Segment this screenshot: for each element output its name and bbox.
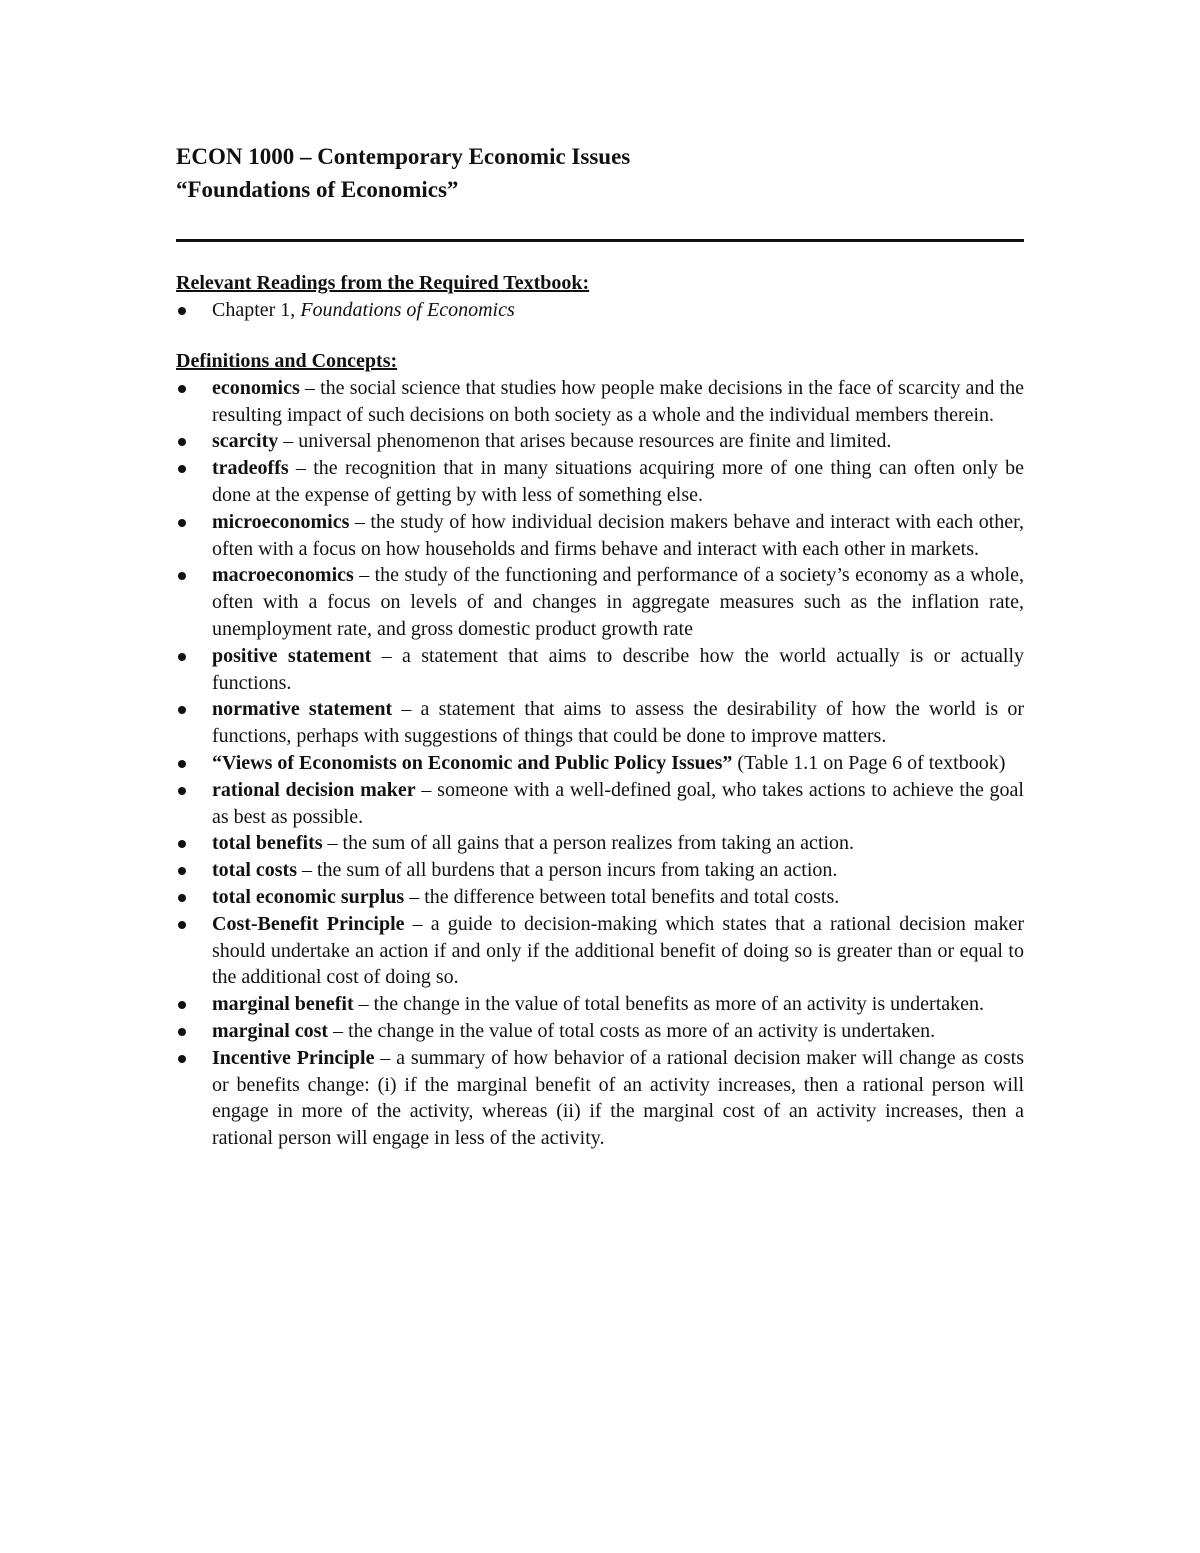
definitions-list <box>176 375 1024 1152</box>
definition-item <box>176 991 1024 1018</box>
course-title: ECON 1000 – Contemporary Economic Issues <box>176 144 631 169</box>
definition-term: macroeconomics <box>212 564 354 587</box>
definition-term: economics <box>212 376 300 399</box>
reading-prefix: Chapter 1, <box>212 299 301 321</box>
definition-term: normative statement <box>212 698 393 721</box>
definition-text: – the sum of all burdens that a person incurs from taking an action. <box>296 859 838 882</box>
bullet-icon <box>178 1055 186 1063</box>
bullet-icon <box>178 1028 186 1036</box>
definition-text: – the study of the functioning and performance of a society’s economy as a whole, often with a focus on levels of and changes in aggregate measures such as the inflation rate, unemployment rate, and gross domestic product growth rate <box>212 564 1024 640</box>
definition-item <box>176 455 1024 509</box>
bullet-icon <box>178 787 186 795</box>
definition-term: Incentive Principle <box>212 1046 375 1069</box>
definition-term: Cost-Benefit Principle <box>212 912 405 935</box>
definition-item <box>176 1018 1024 1045</box>
definition-text: – the social science that studies how people make decisions in the face of scarcity and the resulting impact of such decisions on both society as a whole and the individual members therein. <box>212 376 1024 426</box>
definition-item <box>176 857 1024 884</box>
readings-list <box>176 297 1024 324</box>
definition-text: – a statement that aims to assess the desirability of how the world is or functions, perhaps with suggestions of things that could be done to improve matters. <box>212 698 1024 748</box>
document-page <box>176 140 1024 1152</box>
bullet-icon <box>178 385 186 393</box>
horizontal-rule <box>176 239 1024 242</box>
bullet-icon <box>178 438 186 446</box>
bullet-icon <box>178 921 186 929</box>
topic-title: “Foundations of Economics” <box>176 177 459 202</box>
definition-term: tradeoffs <box>212 457 289 480</box>
definition-text: – the sum of all gains that a person realizes from taking an action. <box>322 832 855 855</box>
definition-item <box>176 643 1024 697</box>
definition-term: positive statement <box>212 644 372 667</box>
definition-text: – the recognition that in many situations acquiring more of one thing can often only be done at the expense of getting by with less of something else. <box>212 457 1024 506</box>
definition-text: (Table 1.1 on Page 6 of textbook) <box>732 751 1006 774</box>
reading-item <box>176 297 1024 324</box>
bullet-icon <box>178 653 186 661</box>
definition-term: “Views of Economists on Economic and Public Policy Issues” <box>212 751 733 774</box>
bullet-icon <box>178 867 186 875</box>
definition-item <box>176 911 1024 991</box>
definition-item <box>176 830 1024 857</box>
bullet-icon <box>178 1001 186 1009</box>
definition-text: – the difference between total benefits and total costs. <box>404 885 840 908</box>
definition-term: microeconomics <box>212 510 350 533</box>
definition-term: rational decision maker <box>212 778 416 801</box>
definition-item <box>176 777 1024 831</box>
definitions-heading: Definitions and Concepts: <box>176 349 398 372</box>
bullet-icon <box>178 572 186 580</box>
bullet-icon <box>178 840 186 848</box>
definition-item <box>176 375 1024 429</box>
definition-text: – the change in the value of total benefits as more of an activity is undertaken. <box>353 993 984 1016</box>
definition-term: total benefits <box>212 832 323 855</box>
definition-text: – the study of how individual decision makers behave and interact with each other, often with a focus on how households and firms behave and interact with each other in markets. <box>212 510 1024 560</box>
definition-term: scarcity <box>212 430 279 453</box>
definition-item <box>176 562 1024 642</box>
bullet-icon <box>178 706 186 714</box>
definition-item <box>176 696 1024 750</box>
reading-book-title: Foundations of Economics <box>300 299 515 321</box>
definition-text: – the change in the value of total costs as more of an activity is undertaken. <box>328 1019 936 1042</box>
definition-item <box>176 884 1024 911</box>
definition-term: total costs <box>212 859 297 882</box>
definition-item <box>176 750 1024 777</box>
definitions-section <box>176 348 1024 1152</box>
bullet-icon <box>178 307 186 315</box>
readings-section <box>176 270 1024 324</box>
bullet-icon <box>178 894 186 902</box>
definition-term: marginal benefit <box>212 993 354 1016</box>
definition-item <box>176 428 1024 455</box>
readings-heading: Relevant Readings from the Required Textbook: <box>176 272 590 294</box>
definition-item <box>176 509 1024 563</box>
definition-text: – someone with a well-defined goal, who takes actions to achieve the goal as best as possible. <box>212 778 1024 828</box>
definition-text: – universal phenomenon that arises because resources are finite and limited. <box>278 430 892 453</box>
bullet-icon <box>178 465 186 473</box>
definition-text: – a statement that aims to describe how the world actually is or actually functions. <box>212 644 1025 694</box>
definition-item <box>176 1045 1024 1152</box>
definition-term: marginal cost <box>212 1019 329 1042</box>
definition-term: total economic surplus <box>212 885 405 908</box>
bullet-icon <box>178 519 186 527</box>
definition-text: – a guide to decision-making which states that a rational decision maker should undertake an action if and only if the additional benefit of doing so is greater than or equal to the additional cost of doing so. <box>212 912 1024 989</box>
bullet-icon <box>178 760 186 768</box>
definition-text: – a summary of how behavior of a rational decision maker will change as costs or benefits change: (i) if the marginal benefit of an activity increases, then a rational person will engage in more of the activity, whereas (ii) if the marginal cost of an activity increases, then a rational person will engage in less of the activity. <box>212 1046 1025 1150</box>
